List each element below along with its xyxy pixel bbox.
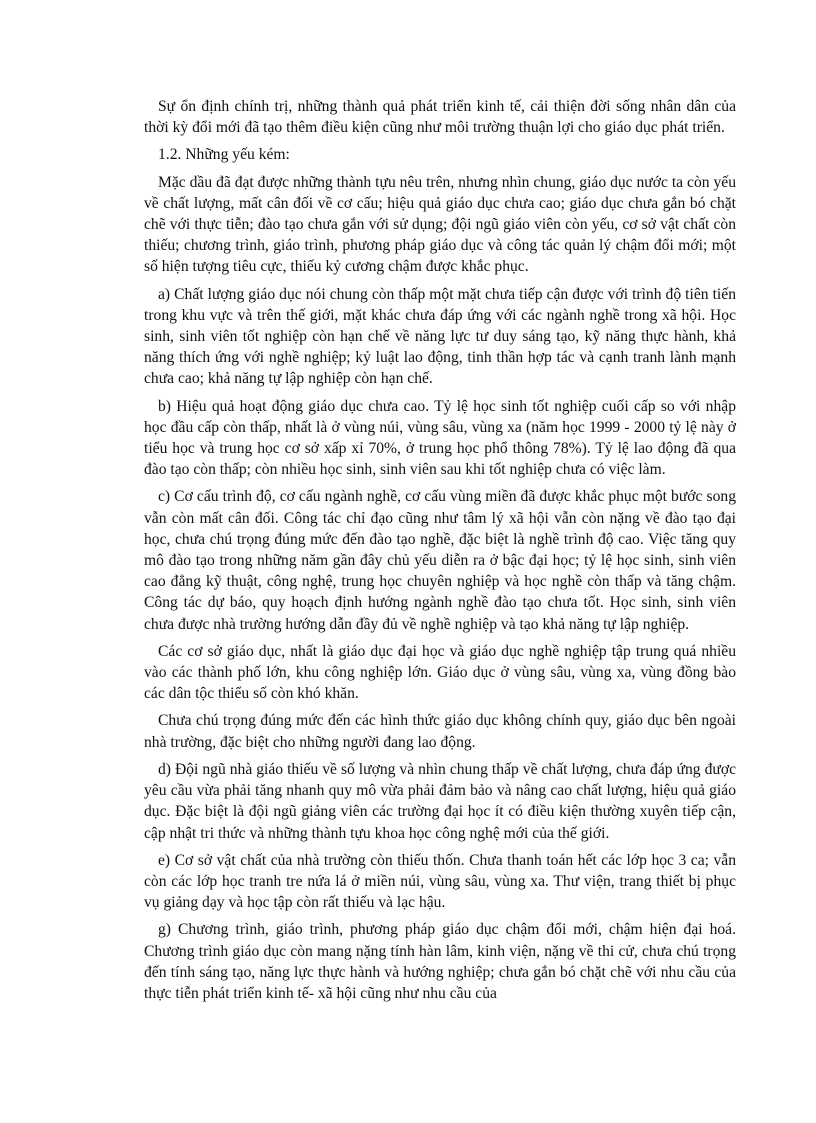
paragraph-d: d) Đội ngũ nhà giáo thiếu về số lượng và nhìn chung thấp về chất lượng, chưa đáp ứng được yêu cầu vừa phải tăng nhanh quy mô vừa phải đảm bảo và nâng cao chất lượng, hiệu quả giáo dục. Đặc biệt là đội ngũ giảng viên các trường đại học ít có điều kiện thường xuyên tiếp cận, cập nhật tri thức và những thành tựu khoa học công nghệ mới của thế giới. [144, 760, 736, 842]
paragraph-c: c) Cơ cấu trình độ, cơ cấu ngành nghề, cơ cấu vùng miền đã được khắc phục một bước song vẫn còn mất cân đối. Công tác chỉ đạo cũng như tâm lý xã hội vẫn còn nặng về đào tạo đại học, chưa chú trọng đúng mức đến đào tạo nghề, đặc biệt là nghề trình độ cao. Việc tăng quy mô đào tạo trong những năm gần đây chủ yếu diễn ra ở bậc đại học; tỷ lệ học sinh, sinh viên cao đẳng kỹ thuật, công nghệ, trung học chuyên nghiệp và học nghề còn thấp và tăng chậm. Công tác dự báo, quy hoạch định hướng ngành nghề đào tạo chưa tốt. Học sinh, sinh viên chưa được nhà trường hướng dẫn đầy đủ về nghề nghiệp và tạo khả năng tự lập nghiệp. [144, 488, 736, 633]
paragraph-overview: Mặc dầu đã đạt được những thành tựu nêu trên, nhưng nhìn chung, giáo dục nước ta còn yếu về chất lượng, mất cân đối về cơ cấu; hiệu quả giáo dục chưa cao; giáo dục chưa gắn bó chặt chẽ với thực tiễn; đào tạo chưa gắn với sử dụng; đội ngũ giáo viên còn yếu, cơ sở vật chất còn thiếu; chương trình, giáo trình, phương pháp giáo dục và công tác quản lý chậm đổi mới; một số hiện tượng tiêu cực, thiếu kỷ cương chậm được khắc phục. [144, 173, 736, 276]
paragraph-c-3: Chưa chú trọng đúng mức đến các hình thức giáo dục không chính quy, giáo dục bên ngoài nhà trường, đặc biệt cho những người đang lao động. [144, 712, 736, 751]
paragraph-a: a) Chất lượng giáo dục nói chung còn thấp một mặt chưa tiếp cận được với trình độ tiên tiến trong khu vực và trên thế giới, mặt khác chưa đáp ứng với các ngành nghề trong xã hội. Học sinh, sinh viên tốt nghiệp còn hạn chế về năng lực tư duy sáng tạo, kỹ năng thực hành, khả năng thích ứng với nghề nghiệp; kỷ luật lao động, tinh thần hợp tác và cạnh tranh lành mạnh chưa cao; khả năng tự lập nghiệp còn hạn chế. [144, 285, 736, 388]
paragraph-e: e) Cơ sở vật chất của nhà trường còn thiếu thốn. Chưa thanh toán hết các lớp học 3 ca; vẫn còn các lớp học tranh tre nứa lá ở miền núi, vùng sâu, vùng xa. Thư viện, trang thiết bị phục vụ giảng dạy và học tập còn rất thiếu và lạc hậu. [144, 851, 736, 912]
paragraph-intro: Sự ổn định chính trị, những thành quả phát triển kinh tế, cải thiện đời sống nhân dân của thời kỳ đổi mới đã tạo thêm điều kiện cũng như môi trường thuận lợi cho giáo dục phát triển. [144, 98, 736, 137]
section-heading: 1.2. Những yếu kém: [158, 146, 290, 164]
paragraph-g: g) Chương trình, giáo trình, phương pháp giáo dục chậm đổi mới, chậm hiện đại hoá. Chương trình giáo dục còn mang nặng tính hàn lâm, kinh viện, nặng về thi cử, chưa chú trọng đến tính sáng tạo, năng lực thực hành và hướng nghiệp; chưa gắn bó chặt chẽ với nhu cầu của thực tiễn phát triển kinh tế- xã hội cũng như nhu cầu của [144, 921, 736, 1002]
paragraph-b: b) Hiệu quả hoạt động giáo dục chưa cao. Tỷ lệ học sinh tốt nghiệp cuối cấp so với nhập học đầu cấp còn thấp, nhất là ở vùng núi, vùng sâu, vùng xa (năm học 1999 - 2000 tỷ lệ này ở tiểu học và trung học cơ sở xấp xỉ 70%, ở trung học phổ thông 78%). Tỷ lệ lao động đã qua đào tạo còn thấp; còn nhiều học sinh, sinh viên sau khi tốt nghiệp chưa có việc làm. [144, 397, 736, 479]
paragraph-c-2: Các cơ sở giáo dục, nhất là giáo dục đại học và giáo dục nghề nghiệp tập trung quá nhiều vào các thành phố lớn, khu công nghiệp lớn. Giáo dục ở vùng sâu, vùng xa, vùng đồng bào các dân tộc thiểu số còn khó khăn. [144, 642, 736, 703]
